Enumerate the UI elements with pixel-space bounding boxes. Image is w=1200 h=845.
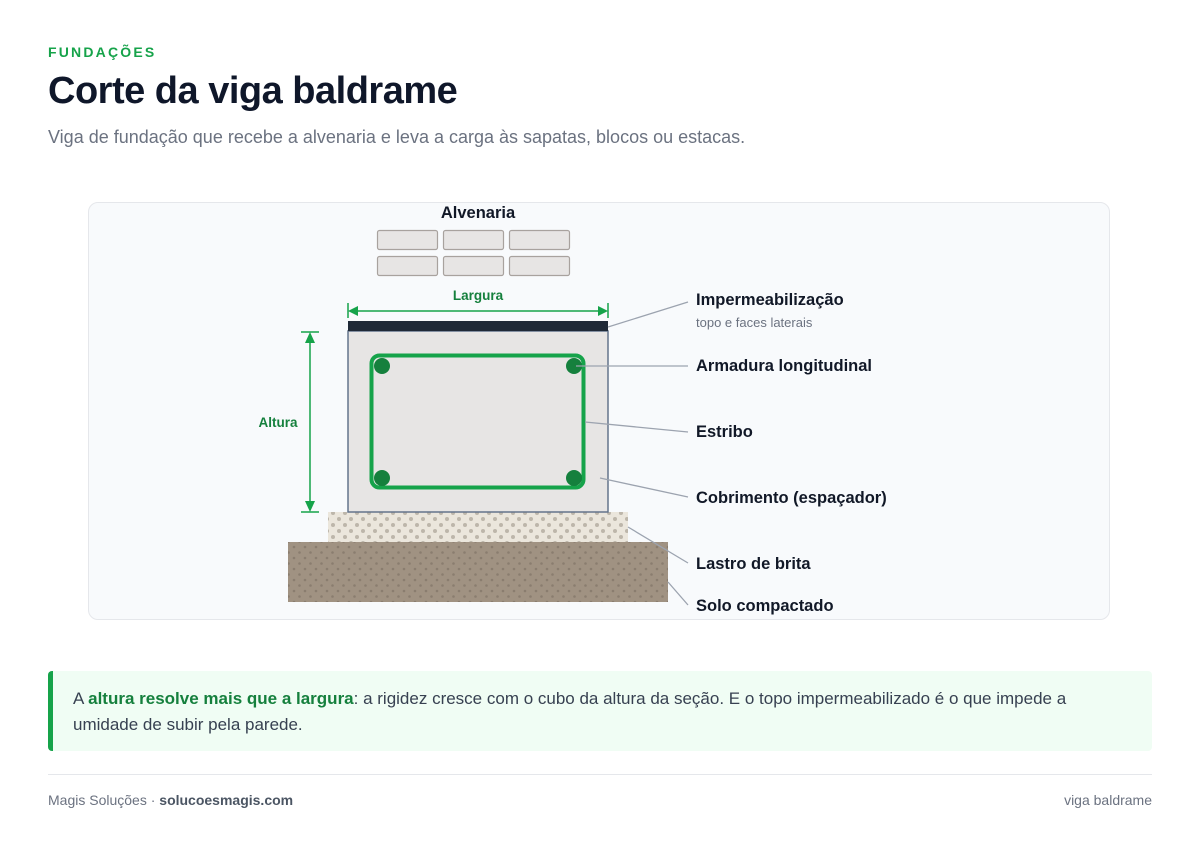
footer-tag: viga baldrame	[1064, 792, 1152, 808]
waterproofing-strip	[348, 321, 608, 331]
gravel-bed	[328, 512, 628, 542]
label-estribo: Estribo	[696, 423, 753, 441]
height-label: Altura	[258, 415, 298, 430]
masonry-bricks	[378, 231, 570, 276]
rebar	[374, 470, 390, 486]
label-cobrimento: Cobrimento (espaçador)	[696, 489, 887, 507]
footer-credit	[48, 792, 293, 808]
callout-text	[73, 686, 1133, 738]
width-label: Largura	[452, 288, 504, 303]
rebar	[374, 358, 390, 374]
callout-rest: : a rigidez cresce com o cubo da altura da seção. E o topo impermeabilizado é o que impede a umidade de subir pela parede.	[73, 689, 1067, 734]
brick	[444, 231, 504, 250]
width-dimension	[348, 303, 608, 318]
page-title: Corte da viga baldrame	[48, 70, 458, 112]
page-subtitle: Viga de fundação que recebe a alvenaria e leva a carga às sapatas, blocos ou estacas.	[48, 127, 746, 147]
brick	[378, 231, 438, 250]
masonry-label: Alvenaria	[440, 204, 516, 222]
footer-divider	[48, 774, 1152, 775]
callout-prefix: A	[73, 689, 89, 708]
label-lastro: Lastro de brita	[696, 555, 811, 573]
footer-site-link[interactable]: solucoesmagis.com	[159, 792, 294, 808]
footer-separator: ·	[146, 792, 160, 808]
insight-callout	[48, 671, 1152, 751]
label-impermeabilizacao-sub: topo e faces laterais	[696, 315, 813, 330]
rebar	[566, 470, 582, 486]
brick	[444, 257, 504, 276]
eyebrow-category: FUNDAÇÕES	[48, 44, 157, 60]
callout-highlight: altura resolve mais que a largura	[88, 689, 354, 708]
callout-accent-bar	[48, 671, 53, 751]
label-impermeabilizacao: Impermeabilização	[696, 291, 844, 309]
height-dimension	[301, 332, 319, 512]
concrete-beam	[348, 331, 608, 512]
footer-brand: Magis Soluções	[48, 792, 147, 808]
brick	[510, 257, 570, 276]
compacted-soil	[288, 542, 668, 602]
brick	[378, 257, 438, 276]
label-solo: Solo compactado	[696, 597, 834, 615]
brick	[510, 231, 570, 250]
label-armadura: Armadura longitudinal	[696, 357, 873, 375]
